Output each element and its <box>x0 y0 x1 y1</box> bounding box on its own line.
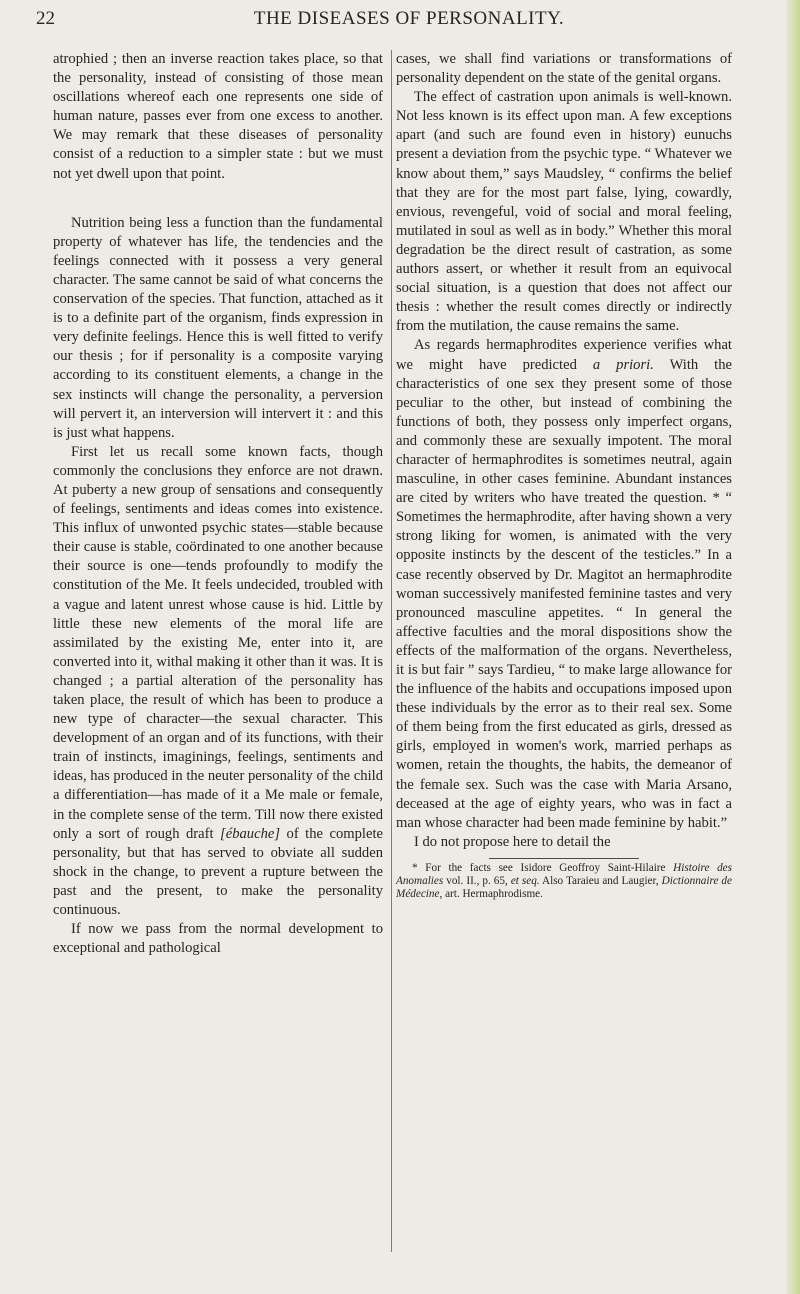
paragraph-text: of the complete personality, but that has served to obviate all sudden shock in the change, to prevent a rupture between the past and the present, to make the personality continuous. <box>53 825 383 919</box>
page-header <box>30 4 788 40</box>
paragraph: I do not propose here to detail the <box>414 833 611 850</box>
page-edge <box>786 0 800 1294</box>
page-number: 22 <box>36 8 55 29</box>
paragraph <box>53 443 383 920</box>
footnote-text: vol. II., p. 65, <box>443 874 511 887</box>
footnote-text: Also Taraieu and Laugier, <box>539 874 662 887</box>
footnote-rule <box>489 858 639 859</box>
italic-term: [ébauche] <box>220 825 281 842</box>
paragraph <box>396 336 732 832</box>
paragraph: atrophied ; then an inverse reaction takes place, so that the personality, instead of consisting of those mean oscillations whereof each one represents one side of human nature, passes ever from one excess to another. We may remark that these diseases of personality consist of a reduction to a simpler state : but we must not yet dwell upon that point. <box>53 51 383 182</box>
paragraph: cases, we shall find variations or transformations of personality dependent on the state of the genital organs. <box>396 51 732 87</box>
paragraph-text: With the characteristics of one sex they present some of those peculiar to the other, but instead of combining the functions of both, they possess only imperfect organs, and commonly these are sexually impotent. The moral character of hermaphrodites is sometimes neutral, again masculine, in other cases feminine. Abundant instances are cited by writers who have treated the question. * “ Sometimes the hermaphrodite, after having shown a very strong liking for women, is animated with the very opposite instincts by the descent of the testicles.” In a case recently observed by Dr. Magitot an hermaphrodite woman successively manifested feminine tastes and very pronounced masculine appetites. “ In general the affective faculties and the moral dispositions show the effects of the malformation of the organs. Nevertheless, it is but fair ” says Tardieu, “ to make large allowance for the influence of the habits and occupations imposed upon these individuals by the error as to their real sex. Some of them being from the first educated as girls, dressed as girls, employed in women's work, married perhaps as women, retain the thoughts, the habits, the demeanor of the female sex. Such was the case with Maria Arsano, deceased at the age of eighty years, who was in fact a man whose character had been made feminine by habit.” <box>396 356 732 831</box>
paragraph: The effect of castration upon animals is well-known. Not less known is its effect upon man. A few exceptions apart (and such are found even in history) eunuchs present a deviation from the psychic type. “ Whatever we know about them,” says Maudsley, “ confirms the belief that they are for the most part false, lying, cowardly, envious, revengeful, void of social and moral feeling, mutilated in soul as well as in body.” Whether this moral degradation be the direct result of castration, as some authors assert, or whether it result from an equivocal social situation, is a question that does not affect our thesis : whether the result comes directly or indirectly from the mutilation, the cause remains the same. <box>396 89 732 335</box>
column-divider <box>391 50 392 1252</box>
paragraph: Nutrition being less a function than the fundamental property of whatever has life, the tendencies and the feelings connected with it possess a very general character. The same cannot be said of what concerns the conservation of the species. That function, attached as it is to a definite part of the organism, finds expression in very definite feelings. Hence this is well fitted to verify our thesis ; for if personality is a composite varying according to its constituent elements, a change in the sex instincts will change the personality, a perversion will pervert it, an interversion will intervert it : and this is just what happens. <box>53 214 383 441</box>
italic-term: a priori. <box>592 356 654 373</box>
running-title: THE DISEASES OF PERSONALITY. <box>253 8 565 29</box>
paragraph: If now we pass from the normal development to exceptional and pathological <box>53 921 383 957</box>
footnote-italic: et seq. <box>510 874 540 887</box>
paragraph-text: First let us recall some known facts, though commonly the conclusions they enforce are not drawn. At puberty a new group of sensations and consequently of feelings, sentiments and ideas comes into existence. This influx of unwonted psychic states—stable because their cause is stable, coördinated to one another because their source is one—tends profoundly to modify the constitution of the Me. It feels undecided, troubled with a vague and latent unrest whose cause is hid. Little by little these new elements of the moral life are assimilated by the existing Me, enter into it, are converted into it, withal making it other than it was. It is changed ; a partial alteration of the personality has taken place, the result of which has been to produce a new type of character—the sexual character. This development of an organ and of its functions, with their train of instincts, imaginings, feelings, sentiments and ideas, has produced in the neuter personality of the child a differentiation—has made of it a Me male or female, in the complete sense of the term. Till now there existed only a sort of rough draft <box>53 443 383 842</box>
left-column <box>53 50 383 958</box>
footnote <box>396 862 732 901</box>
footnote-italic: Histoire des Anomalies <box>396 861 733 887</box>
footnote-text: , art. Hermaphrodisme. <box>439 887 543 900</box>
footnote-italic: Dictionnaire de Médecine <box>396 874 732 900</box>
paragraph-text: As regards hermaphrodites experience verifies what we might have predicted <box>396 337 732 373</box>
right-column <box>396 50 732 901</box>
footnote-text: * For the facts see Isidore Geoffroy Saint-Hilaire <box>412 861 674 874</box>
